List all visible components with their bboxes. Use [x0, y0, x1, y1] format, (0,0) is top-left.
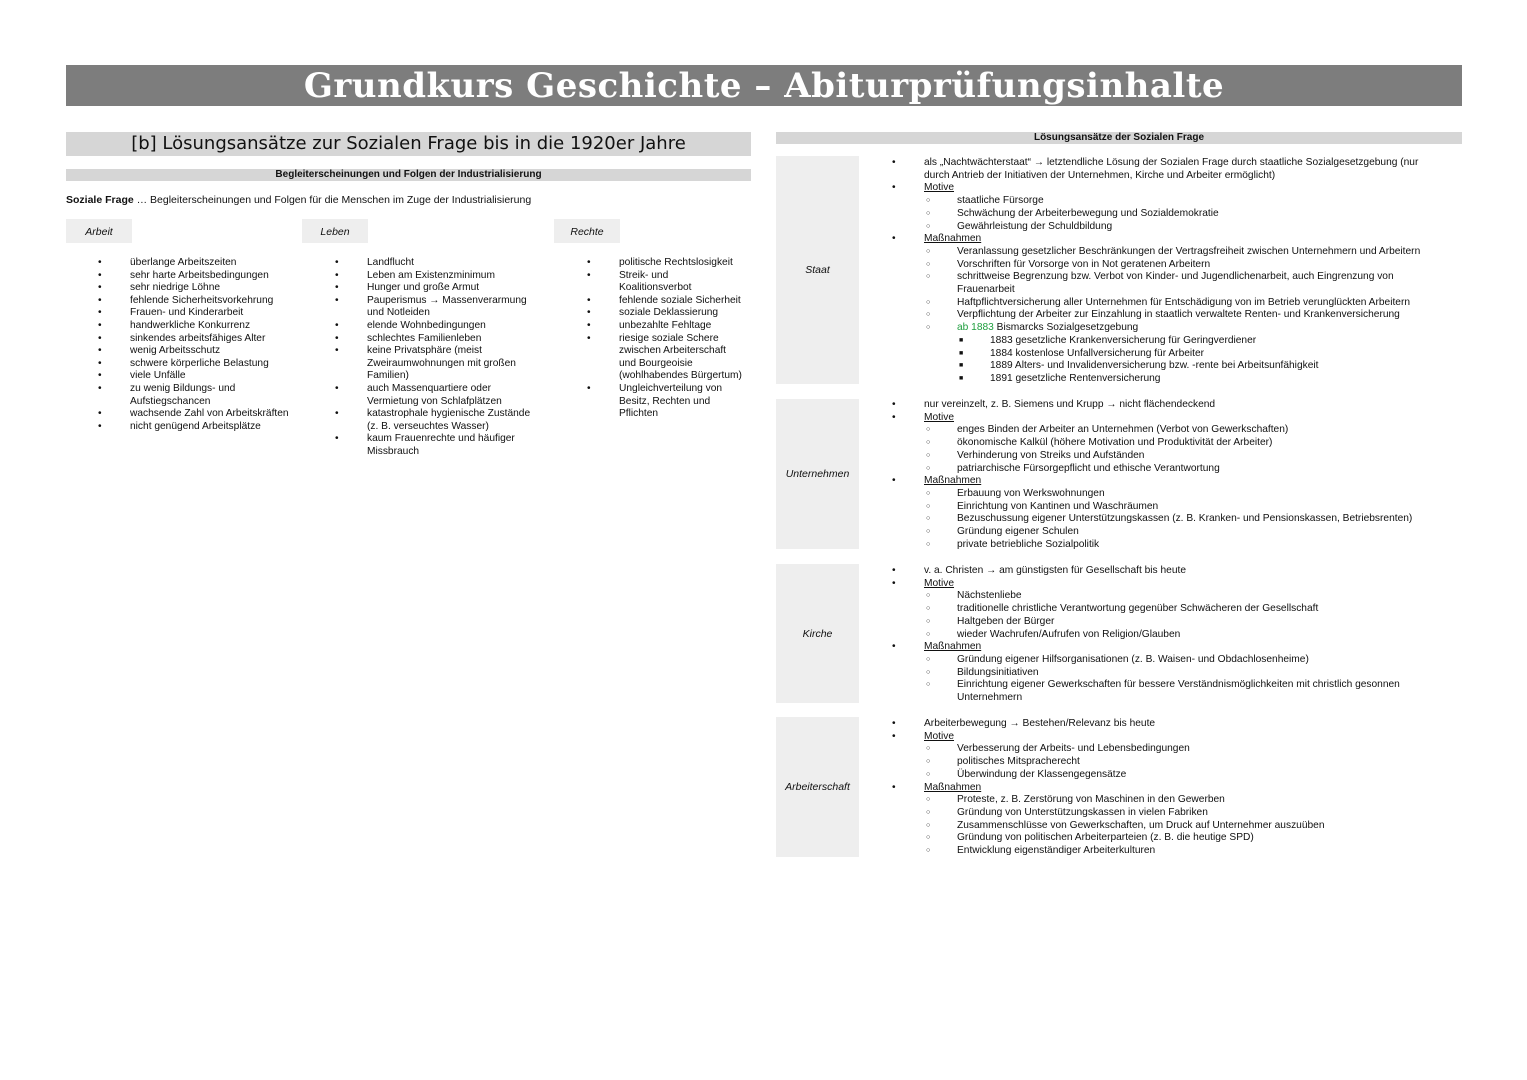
line-text: Maßnahmen: [924, 781, 982, 793]
row-label-kirche: Kirche: [776, 564, 859, 703]
list-item: [892, 565, 1457, 578]
line-text: schrittweise Begrenzung bzw. Verbot von Kinder- und Jugendlichenarbeit, auch Eingrenzung von Frauenarbeit: [957, 271, 1394, 296]
line-text: 1889 Alters- und Invalidenversicherung bzw. -rente bei Arbeitsunfähigkeit: [990, 360, 1319, 372]
list-item: [892, 832, 1457, 845]
column-header-arbeit: Arbeit: [66, 219, 132, 243]
column-header-leben: Leben: [302, 219, 368, 243]
line-text: Motive: [924, 730, 955, 742]
list-item: • riesige soziale Schere zwischen Arbeiterschaft und Bourgeoisie (wohlhabendes Bürgertum): [587, 333, 757, 383]
line-text: Motive: [924, 577, 955, 589]
list-item: [892, 437, 1457, 450]
category-label: [892, 182, 1457, 195]
list-item: • sehr niedrige Löhne: [98, 282, 313, 295]
list-item: • zu wenig Bildungs- und Aufstiegschancen: [98, 383, 313, 408]
category-label: [892, 412, 1457, 425]
line-text: staatliche Fürsorge: [957, 195, 1044, 207]
list-item: • Leben am Existenzminimum: [335, 270, 550, 283]
list-item: • politische Rechtslosigkeit: [587, 257, 757, 270]
list-item: • wenig Arbeitsschutz: [98, 345, 313, 358]
line-text: Motive: [924, 182, 955, 194]
line-text: Proteste, z. B. Zerstörung von Maschinen in den Gewerben: [957, 794, 1225, 806]
list-item: [892, 246, 1457, 259]
list-item: • unbezahlte Fehltage: [587, 320, 757, 333]
line-text: Maßnahmen: [924, 641, 982, 653]
line-text: Gründung von Unterstützungskassen in vielen Fabriken: [957, 806, 1208, 818]
list-item: [892, 335, 1457, 348]
list-item: [892, 348, 1457, 361]
list-item: [892, 208, 1457, 221]
column-header-rechte: Rechte: [554, 219, 620, 243]
line-text: Gewährleistung der Schuldbildung: [957, 220, 1113, 232]
list-item: • wachsende Zahl von Arbeitskräften: [98, 408, 313, 421]
list-item: [892, 297, 1457, 310]
arbeit-list: [98, 257, 313, 433]
line-text: patriarchische Fürsorgepflicht und ethische Verantwortung: [957, 462, 1220, 474]
line-text: traditionelle christliche Verantwortung gegenüber Schwächeren der Gesellschaft: [957, 603, 1319, 615]
line-text: Veranlassung gesetzlicher Beschränkungen der Vertragsfreiheit zwischen Unternehmern und Arbeitern: [957, 245, 1421, 257]
list-item: • keine Privatsphäre (meist Zweiraumwohnungen mit großen Familien): [335, 345, 550, 383]
line-text: wieder Wachrufen/Aufrufen von Religion/Glauben: [957, 628, 1181, 640]
list-item: [892, 513, 1457, 526]
list-item: [892, 221, 1457, 234]
list-item: • viele Unfälle: [98, 370, 313, 383]
line-text: Nächstenliebe: [957, 590, 1022, 602]
list-item: [892, 769, 1457, 782]
line-text: Bildungsinitiativen: [957, 666, 1039, 678]
list-item: [892, 450, 1457, 463]
leben-list: [335, 257, 550, 459]
line-text: Maßnahmen: [924, 475, 982, 487]
list-item: • fehlende Sicherheitsvorkehrung: [98, 295, 313, 308]
list-item: [892, 195, 1457, 208]
section-heading: [b] Lösungsansätze zur Sozialen Frage bis in die 1920er Jahre: [66, 132, 751, 156]
line-text: 1891 gesetzliche Rentenversicherung: [990, 372, 1161, 384]
list-item: [892, 845, 1457, 858]
line-text: als „Nachtwächterstaat“ → letztendliche Lösung der Sozialen Frage durch staatliche Sozialgesetzgebung (nur durch Antrieb der Initiativen der Unternehmen, Kirche und Arbeiter ermöglicht): [924, 157, 1419, 181]
list-item: • auch Massenquartiere oder Vermietung von Schlafplätzen: [335, 383, 550, 408]
line-text: Verpflichtung der Arbeiter zur Einzahlung in staatlich verwaltete Renten- und Krankenversicherung: [957, 309, 1400, 321]
line-text: Überwindung der Klassengegensätze: [957, 768, 1127, 780]
category-label: [892, 475, 1457, 488]
list-item: [892, 271, 1457, 296]
list-item: [892, 526, 1457, 539]
list-item: [892, 667, 1457, 680]
list-item: [892, 718, 1457, 731]
definition-text: … Begleiterscheinungen und Folgen für die Menschen im Zuge der Industrialisierung: [133, 194, 532, 206]
list-item: [892, 807, 1457, 820]
rechte-list: [587, 257, 757, 421]
line-text: Verhinderung von Streiks und Aufständen: [957, 449, 1145, 461]
row-label-arbeiterschaft: Arbeiterschaft: [776, 717, 859, 857]
line-text: Verbesserung der Arbeits- und Lebensbedingungen: [957, 743, 1190, 755]
line-text: private betriebliche Sozialpolitik: [957, 538, 1100, 550]
list-item: • elende Wohnbedingungen: [335, 320, 550, 333]
line-text: Erbauung von Werkswohnungen: [957, 487, 1105, 499]
line-text: Gründung eigener Schulen: [957, 526, 1079, 538]
list-item: • handwerkliche Konkurrenz: [98, 320, 313, 333]
list-item: [892, 794, 1457, 807]
line-text: 1884 kostenlose Unfallversicherung für Arbeiter: [990, 347, 1205, 359]
row-content-unternehmen: [892, 399, 1457, 551]
list-item: • Ungleichverteilung von Besitz, Rechten und Pflichten: [587, 383, 757, 421]
list-item: • schlechtes Familienleben: [335, 333, 550, 346]
category-label: [892, 731, 1457, 744]
list-item: • soziale Deklassierung: [587, 307, 757, 320]
list-item: [892, 756, 1457, 769]
list-item: [892, 539, 1457, 552]
list-item: • kaum Frauenrechte und häufiger Missbrauch: [335, 433, 550, 458]
list-item: [892, 424, 1457, 437]
line-text: politisches Mitspracherecht: [957, 756, 1080, 768]
list-item: [892, 322, 1457, 335]
line-text: Gründung von politischen Arbeiterparteien (z. B. die heutige SPD): [957, 832, 1254, 844]
list-item: • Hunger und große Armut: [335, 282, 550, 295]
line-text: Einrichtung von Kantinen und Waschräumen: [957, 500, 1159, 512]
category-label: [892, 641, 1457, 654]
list-item: [892, 399, 1457, 412]
list-item: • sehr harte Arbeitsbedingungen: [98, 270, 313, 283]
line-text: Gründung eigener Hilfsorganisationen (z. B. Waisen- und Obdachlosenheime): [957, 653, 1309, 665]
list-item: [892, 603, 1457, 616]
definition-line: [66, 194, 531, 207]
list-item: • fehlende soziale Sicherheit: [587, 295, 757, 308]
line-text: 1883 gesetzliche Krankenversicherung für Geringverdiener: [990, 334, 1257, 346]
solutions-heading: Lösungsansätze der Sozialen Frage: [776, 132, 1462, 144]
line-text: nur vereinzelt, z. B. Siemens und Krupp → nicht flächendeckend: [924, 399, 1216, 410]
list-item: [892, 360, 1457, 373]
list-item: [892, 743, 1457, 756]
list-item: [892, 488, 1457, 501]
list-item: [892, 629, 1457, 642]
list-item: [892, 463, 1457, 476]
line-text: Maßnahmen: [924, 233, 982, 245]
list-item: • Streik- und Koalitionsverbot: [587, 270, 757, 295]
list-item: • überlange Arbeitszeiten: [98, 257, 313, 270]
row-content-arbeiterschaft: [892, 718, 1457, 858]
line-text: Schwächung der Arbeiterbewegung und Sozialdemokratie: [957, 207, 1219, 219]
list-item: • sinkendes arbeitsfähiges Alter: [98, 333, 313, 346]
category-label: [892, 782, 1457, 795]
list-item: [892, 590, 1457, 603]
line-text: Zusammenschlüsse von Gewerkschaften, um Druck auf Unternehmer auszuüben: [957, 819, 1325, 831]
list-item: [892, 309, 1457, 322]
line-text: v. a. Christen → am günstigsten für Gesellschaft bis heute: [924, 565, 1186, 576]
line-text: Motive: [924, 411, 955, 423]
definition-term: Soziale Frage: [66, 194, 134, 206]
line-text: Vorschriften für Vorsorge von in Not geratenen Arbeitern: [957, 258, 1211, 270]
line-text: Einrichtung eigener Gewerkschaften für bessere Verständnismöglichkeiten mit christlich gesonnen Unternehmern: [957, 679, 1400, 704]
list-item: [892, 501, 1457, 514]
list-item: • Pauperismus → Massenverarmung und Notleiden: [335, 295, 550, 320]
row-content-kirche: [892, 565, 1457, 705]
list-item: [892, 679, 1457, 704]
list-item: • schwere körperliche Belastung: [98, 358, 313, 371]
list-item: • Landflucht: [335, 257, 550, 270]
line-text: Bezuschussung eigener Unterstützungskassen (z. B. Kranken- und Pensionskassen, Betriebsrenten): [957, 513, 1413, 525]
list-item: • Frauen- und Kinderarbeit: [98, 307, 313, 320]
list-item: [892, 157, 1457, 182]
line-text: Entwicklung eigenständiger Arbeiterkulturen: [957, 845, 1156, 857]
line-text: ökonomische Kalkül (höhere Motivation und Produktivität der Arbeiter): [957, 437, 1273, 449]
line-text: Haftpflichtversicherung aller Unternehmen für Entschädigung von im Betrieb verunglückten Arbeitern: [957, 296, 1411, 308]
list-item: [892, 259, 1457, 272]
list-item: [892, 373, 1457, 386]
subsection-heading: Begleiterscheinungen und Folgen der Industrialisierung: [66, 169, 751, 181]
row-content-staat: [892, 157, 1457, 386]
line-text: Bismarcks Sozialgesetzgebung: [993, 322, 1139, 334]
line-text: Arbeiterbewegung → Bestehen/Relevanz bis heute: [924, 718, 1156, 729]
list-item: • katastrophale hygienische Zustände (z. B. verseuchtes Wasser): [335, 408, 550, 433]
line-text: enges Binden der Arbeiter an Unternehmen (Verbot von Gewerkschaften): [957, 424, 1289, 436]
row-label-unternehmen: Unternehmen: [776, 399, 859, 549]
row-label-staat: Staat: [776, 156, 859, 384]
page-banner-title: Grundkurs Geschichte – Abiturprüfungsinhalte: [66, 65, 1462, 106]
list-item: [892, 616, 1457, 629]
list-item: • nicht genügend Arbeitsplätze: [98, 421, 313, 434]
list-item: [892, 820, 1457, 833]
line-text: Haltgeben der Bürger: [957, 615, 1055, 627]
category-label: [892, 233, 1457, 246]
category-label: [892, 578, 1457, 591]
list-item: [892, 654, 1457, 667]
highlight-date: ab 1883: [957, 322, 994, 334]
